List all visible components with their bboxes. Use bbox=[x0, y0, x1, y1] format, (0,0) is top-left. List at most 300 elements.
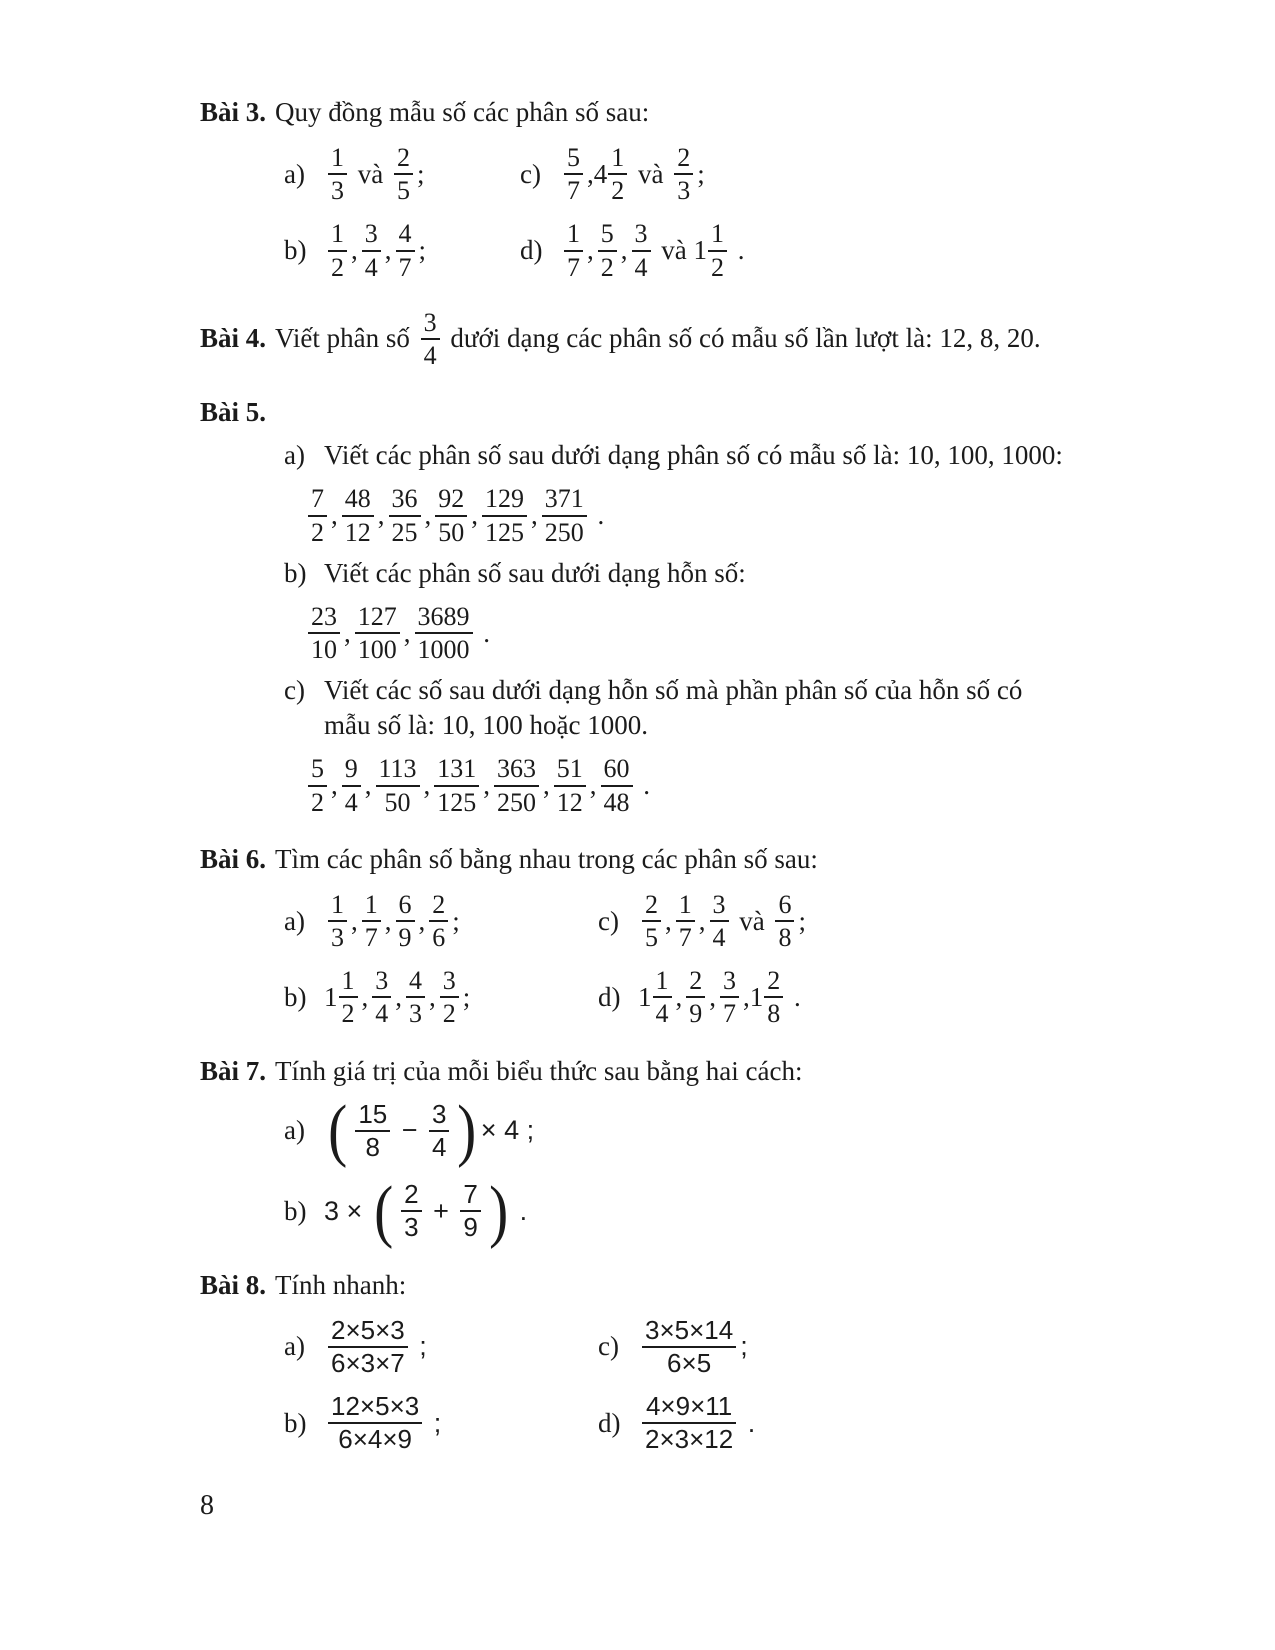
text-line: Viết các phân số sau dưới dạng phân số có mẫu số là: 10, 100, 1000: bbox=[324, 440, 1063, 471]
fraction bbox=[389, 483, 421, 547]
fraction-numerator: 113 bbox=[378, 754, 417, 784]
math-text: . bbox=[636, 770, 651, 801]
math-text: , bbox=[429, 981, 436, 1012]
math-expression bbox=[200, 753, 1170, 817]
text-line: Viết các phân số sau dưới dạng hỗn số: bbox=[324, 557, 746, 588]
fraction bbox=[708, 218, 727, 282]
fraction-numerator: 1 bbox=[331, 219, 344, 249]
math-expression bbox=[200, 601, 1170, 665]
fraction-numerator: 15 bbox=[358, 1098, 388, 1129]
mixed-whole-number: 1 bbox=[324, 981, 338, 1012]
math-text: Viết phân số bbox=[275, 323, 417, 354]
fraction bbox=[362, 218, 381, 282]
fraction bbox=[308, 753, 327, 817]
math-text: . bbox=[740, 1407, 756, 1438]
fraction-denominator: 50 bbox=[435, 515, 467, 548]
exercise-item bbox=[598, 1315, 1170, 1379]
exercise-heading bbox=[200, 842, 1170, 877]
fraction-denominator: 2 bbox=[328, 250, 347, 283]
math-text: và bbox=[351, 158, 390, 189]
item-label: a) bbox=[284, 158, 305, 189]
fraction-denominator: 50 bbox=[376, 785, 420, 818]
item-label: b) bbox=[284, 981, 307, 1012]
fraction-numerator: 3 bbox=[423, 307, 437, 337]
math-text: , bbox=[743, 981, 750, 1012]
mixed-number bbox=[693, 218, 731, 282]
item-label: a) bbox=[284, 440, 305, 471]
exercise-item bbox=[284, 965, 598, 1029]
math-text: , bbox=[377, 500, 385, 531]
math-expression bbox=[324, 142, 425, 206]
exercise-bai-5 bbox=[200, 395, 1170, 818]
exercise-title: Quy đồng mẫu số các phân số sau: bbox=[275, 97, 650, 127]
fraction-numerator: 131 bbox=[437, 754, 477, 784]
fraction bbox=[328, 889, 347, 953]
fraction-numerator: 3689 bbox=[417, 601, 470, 631]
fraction-denominator: 5 bbox=[642, 920, 661, 953]
math-text: 3 × bbox=[324, 1195, 370, 1226]
fraction bbox=[676, 889, 695, 953]
fraction-numerator: 129 bbox=[485, 484, 524, 514]
exercise-part bbox=[200, 673, 1170, 818]
math-text: , bbox=[698, 905, 706, 936]
fraction-numerator: 4×9×11 bbox=[645, 1390, 733, 1421]
fraction-numerator: 1 bbox=[710, 219, 724, 249]
math-expression bbox=[638, 1315, 748, 1379]
fraction-denominator: 3 bbox=[406, 996, 425, 1029]
math-text: , bbox=[364, 770, 372, 801]
math-expression bbox=[638, 965, 801, 1029]
fraction-numerator: 1 bbox=[611, 143, 625, 173]
fraction-denominator: 4 bbox=[710, 920, 729, 953]
fraction bbox=[421, 307, 440, 371]
math-text: ; bbox=[462, 981, 471, 1012]
exercise-heading bbox=[200, 95, 1170, 130]
parenthesis-open: ( bbox=[328, 1092, 348, 1170]
math-text: ; bbox=[798, 905, 806, 936]
fraction-numerator: 127 bbox=[357, 601, 397, 631]
fraction-denominator: 7 bbox=[396, 250, 415, 283]
fraction bbox=[362, 889, 381, 953]
fraction-denominator: 4 bbox=[632, 250, 651, 283]
math-text: ; bbox=[418, 235, 427, 266]
fraction-denominator: 4 bbox=[429, 1130, 449, 1163]
fraction bbox=[328, 218, 347, 282]
exercise-bai-6 bbox=[200, 842, 1170, 1030]
exercise-label: Bài 5. bbox=[200, 397, 267, 428]
fraction-numerator: 36 bbox=[391, 484, 418, 514]
fraction-numerator: 2 bbox=[677, 143, 691, 173]
fraction bbox=[460, 1179, 480, 1243]
fraction bbox=[339, 965, 358, 1029]
mixed-number bbox=[324, 965, 362, 1029]
fraction-numerator: 3 bbox=[712, 889, 726, 919]
exercise-label: Bài 6. bbox=[200, 843, 267, 874]
math-text: , bbox=[384, 905, 392, 936]
part-text bbox=[324, 438, 1063, 473]
fraction-numerator: 371 bbox=[544, 484, 584, 514]
part-heading bbox=[200, 556, 1170, 591]
exercise-item bbox=[284, 218, 520, 282]
exercise-heading bbox=[200, 395, 1170, 430]
fraction-denominator: 7 bbox=[564, 173, 583, 206]
exercise-label: Bài 3. bbox=[200, 97, 267, 127]
mixed-number bbox=[638, 965, 676, 1029]
fraction-denominator: 5 bbox=[394, 173, 413, 206]
exercise-bai-3 bbox=[200, 95, 1170, 283]
fraction bbox=[764, 965, 783, 1029]
fraction-numerator: 5 bbox=[311, 754, 324, 784]
fraction bbox=[775, 889, 794, 953]
math-text: ; bbox=[740, 1331, 748, 1362]
item-label: b) bbox=[284, 557, 307, 588]
part-text bbox=[324, 673, 1022, 743]
fraction bbox=[494, 753, 539, 817]
fraction-denominator: 3 bbox=[328, 173, 347, 206]
fraction bbox=[608, 142, 627, 206]
item-label: a) bbox=[284, 1115, 305, 1146]
fraction-denominator: 6×5 bbox=[642, 1346, 736, 1379]
fraction-denominator: 6×4×9 bbox=[328, 1422, 422, 1455]
math-text: và bbox=[732, 905, 772, 936]
item-label: c) bbox=[520, 158, 541, 189]
fraction-numerator: 1 bbox=[331, 889, 344, 919]
fraction-numerator: 3 bbox=[723, 966, 736, 996]
exercise-part bbox=[200, 438, 1170, 547]
exercise-item bbox=[200, 1092, 1170, 1170]
math-expression bbox=[638, 889, 806, 953]
math-text: . bbox=[787, 981, 801, 1012]
math-text: , bbox=[331, 500, 338, 531]
fraction-numerator: 3 bbox=[432, 1098, 447, 1129]
item-label: c) bbox=[284, 675, 305, 706]
fraction bbox=[328, 1391, 422, 1455]
parenthesis-open: ( bbox=[373, 1172, 394, 1250]
mixed-whole-number: 1 bbox=[693, 235, 707, 266]
fraction-denominator: 3 bbox=[401, 1210, 421, 1243]
fraction-denominator: 2 bbox=[440, 996, 459, 1029]
fraction-numerator: 3 bbox=[442, 966, 456, 996]
math-text: , bbox=[587, 158, 594, 189]
fraction bbox=[434, 753, 479, 817]
fraction bbox=[429, 1099, 449, 1163]
fraction-numerator: 1 bbox=[331, 143, 344, 173]
mixed-number bbox=[750, 965, 788, 1029]
math-text: ; bbox=[697, 158, 705, 189]
fraction-denominator: 250 bbox=[494, 785, 539, 818]
exercise-label: Bài 8. bbox=[200, 1269, 267, 1300]
fraction-denominator: 3 bbox=[674, 173, 693, 206]
math-text: , bbox=[384, 235, 392, 266]
math-expression bbox=[324, 965, 470, 1029]
fraction bbox=[601, 753, 633, 817]
math-text: , bbox=[531, 500, 538, 531]
fraction-numerator: 3 bbox=[375, 966, 389, 996]
math-text: , bbox=[351, 235, 358, 266]
math-text: , bbox=[587, 235, 594, 266]
fraction-denominator: 6×3×7 bbox=[328, 1346, 408, 1379]
fraction bbox=[564, 142, 583, 206]
math-text: × 4 ; bbox=[480, 1115, 535, 1146]
math-text: , bbox=[344, 617, 351, 648]
math-text: , bbox=[483, 770, 491, 801]
fraction-numerator: 1 bbox=[655, 966, 669, 996]
exercise-label: Bài 4. bbox=[200, 323, 267, 354]
fraction bbox=[342, 753, 361, 817]
math-text: ; bbox=[416, 158, 425, 189]
fraction-denominator: 9 bbox=[460, 1210, 480, 1243]
exercise-items bbox=[200, 1315, 1170, 1456]
math-expression bbox=[324, 1315, 427, 1379]
item-label: d) bbox=[520, 235, 543, 266]
part-text bbox=[324, 556, 746, 591]
fraction-numerator: 5 bbox=[600, 219, 614, 249]
item-label: b) bbox=[284, 1407, 307, 1438]
exercise-item bbox=[520, 218, 1170, 282]
math-text: , bbox=[351, 905, 358, 936]
fraction-numerator: 2 bbox=[689, 966, 703, 996]
fraction-numerator: 2 bbox=[645, 889, 658, 919]
fraction-denominator: 2 bbox=[598, 250, 617, 283]
fraction bbox=[710, 889, 729, 953]
math-expression bbox=[324, 218, 426, 282]
fraction-denominator: 4 bbox=[421, 338, 440, 371]
fraction-numerator: 7 bbox=[311, 484, 324, 514]
text-line: mẫu số là: 10, 100 hoặc 1000. bbox=[324, 710, 648, 741]
exercise-item bbox=[520, 142, 1170, 206]
mixed-whole-number: 1 bbox=[638, 981, 652, 1012]
fraction-denominator: 48 bbox=[601, 785, 633, 818]
math-text: . bbox=[476, 617, 490, 648]
fraction bbox=[394, 142, 413, 206]
math-expression bbox=[324, 1172, 528, 1250]
fraction-numerator: 3 bbox=[364, 219, 378, 249]
math-text: , bbox=[331, 770, 338, 801]
exercise-item bbox=[284, 1391, 598, 1455]
fraction bbox=[542, 483, 587, 547]
fraction-denominator: 125 bbox=[482, 515, 527, 548]
fraction bbox=[632, 218, 651, 282]
fraction bbox=[598, 218, 617, 282]
fraction-denominator: 25 bbox=[389, 515, 421, 548]
math-text: , bbox=[709, 981, 716, 1012]
exercise-heading bbox=[200, 307, 1170, 371]
fraction-numerator: 7 bbox=[463, 1179, 478, 1210]
math-text: ; bbox=[426, 1407, 442, 1438]
exercise-item bbox=[598, 1391, 1170, 1455]
fraction bbox=[396, 889, 415, 953]
fraction bbox=[355, 601, 400, 665]
math-text: , bbox=[418, 905, 426, 936]
math-text: , bbox=[620, 235, 628, 266]
exercise-item bbox=[598, 889, 1170, 953]
fraction-denominator: 4 bbox=[362, 250, 381, 283]
item-label: d) bbox=[598, 981, 621, 1012]
fraction-numerator: 1 bbox=[364, 889, 378, 919]
part-heading bbox=[200, 673, 1170, 743]
fraction-numerator: 1 bbox=[341, 966, 355, 996]
fraction-numerator: 9 bbox=[344, 754, 358, 784]
fraction-numerator: 23 bbox=[311, 601, 337, 631]
fraction bbox=[642, 889, 661, 953]
mixed-number bbox=[594, 142, 632, 206]
math-expression bbox=[560, 218, 744, 282]
parenthesis-close: ) bbox=[488, 1172, 509, 1250]
fraction bbox=[415, 601, 473, 665]
fraction-denominator: 2 bbox=[608, 173, 627, 206]
fraction-denominator: 4 bbox=[372, 996, 391, 1029]
fraction-numerator: 4 bbox=[409, 966, 422, 996]
fraction-denominator: 2 bbox=[708, 250, 727, 283]
math-text: , bbox=[471, 500, 478, 531]
math-text: . bbox=[590, 500, 605, 531]
fraction-numerator: 2 bbox=[396, 143, 410, 173]
fraction bbox=[401, 1179, 421, 1243]
fraction-denominator: 4 bbox=[653, 996, 672, 1029]
exercise-heading bbox=[200, 1268, 1170, 1303]
exercise-title: Tính giá trị của mỗi biểu thức sau bằng hai cách: bbox=[275, 1055, 803, 1086]
item-label: d) bbox=[598, 1407, 621, 1438]
fraction bbox=[328, 142, 347, 206]
fraction-denominator: 8 bbox=[355, 1130, 390, 1163]
math-text: . bbox=[512, 1195, 528, 1226]
fraction-numerator: 6 bbox=[398, 889, 412, 919]
math-text: , bbox=[423, 770, 431, 801]
fraction bbox=[642, 1391, 736, 1455]
fraction-denominator: 7 bbox=[564, 250, 583, 283]
fraction-numerator: 3×5×14 bbox=[645, 1314, 734, 1345]
item-label: a) bbox=[284, 905, 305, 936]
math-text: , bbox=[361, 981, 369, 1012]
exercise-item bbox=[284, 1315, 598, 1379]
item-label: a) bbox=[284, 1331, 305, 1362]
fraction bbox=[674, 142, 693, 206]
exercise-bai-4 bbox=[200, 307, 1170, 371]
fraction-denominator: 9 bbox=[686, 996, 705, 1029]
math-text: . bbox=[730, 235, 745, 266]
math-expression bbox=[638, 1391, 755, 1455]
math-text: và bbox=[654, 235, 694, 266]
exercise-part bbox=[200, 556, 1170, 665]
fraction bbox=[554, 753, 586, 817]
fraction-denominator: 10 bbox=[308, 632, 340, 665]
exercise-items bbox=[200, 142, 1170, 283]
text-line: Viết các số sau dưới dạng hỗn số mà phần phân số của hỗn số có bbox=[324, 675, 1023, 706]
fraction bbox=[429, 889, 448, 953]
mixed-whole-number: 1 bbox=[749, 981, 764, 1012]
math-text: , bbox=[665, 905, 672, 936]
page-number: 8 bbox=[200, 1490, 214, 1521]
item-label: b) bbox=[284, 1195, 307, 1226]
math-expression bbox=[324, 1391, 441, 1455]
exercise-item bbox=[284, 889, 598, 953]
fraction bbox=[482, 483, 527, 547]
fraction-denominator: 7 bbox=[720, 996, 739, 1029]
fraction-numerator: 1 bbox=[678, 889, 692, 919]
fraction-denominator: 1000 bbox=[415, 632, 473, 665]
fraction bbox=[328, 1315, 408, 1379]
fraction bbox=[372, 965, 391, 1029]
fraction-denominator: 125 bbox=[434, 785, 479, 818]
fraction-denominator: 7 bbox=[676, 920, 695, 953]
math-expression bbox=[324, 889, 460, 953]
item-label: c) bbox=[598, 1331, 619, 1362]
math-text: , bbox=[424, 500, 432, 531]
fraction bbox=[440, 965, 459, 1029]
exercise-item bbox=[598, 965, 1170, 1029]
fraction bbox=[376, 753, 420, 817]
math-text: và bbox=[631, 158, 671, 189]
math-text: , bbox=[543, 770, 550, 801]
fraction-denominator: 100 bbox=[355, 632, 400, 665]
math-text: , bbox=[403, 617, 411, 648]
fraction-numerator: 2 bbox=[767, 966, 781, 996]
fraction bbox=[406, 965, 425, 1029]
exercise-item bbox=[284, 142, 520, 206]
math-text: ; bbox=[411, 1331, 427, 1362]
mixed-whole-number: 4 bbox=[593, 158, 608, 189]
exercise-bai-8 bbox=[200, 1268, 1170, 1456]
fraction bbox=[308, 601, 340, 665]
parenthesis-close: ) bbox=[457, 1092, 477, 1170]
fraction-numerator: 6 bbox=[778, 889, 792, 919]
fraction-denominator: 2 bbox=[308, 515, 327, 548]
exercise-label: Bài 7. bbox=[200, 1055, 267, 1086]
fraction bbox=[720, 965, 739, 1029]
fraction-denominator: 12 bbox=[342, 515, 374, 548]
fraction-numerator: 1 bbox=[567, 219, 580, 249]
fraction-denominator: 2 bbox=[308, 785, 327, 818]
fraction-denominator: 2×3×12 bbox=[642, 1422, 736, 1455]
fraction-numerator: 4 bbox=[398, 219, 412, 249]
fraction-numerator: 363 bbox=[497, 754, 537, 784]
fraction-denominator: 6 bbox=[429, 920, 448, 953]
exercise-title: Tìm các phân số bằng nhau trong các phân số sau: bbox=[275, 843, 818, 874]
fraction-numerator: 48 bbox=[344, 484, 371, 514]
fraction-denominator: 250 bbox=[542, 515, 587, 548]
fraction-denominator: 8 bbox=[775, 920, 794, 953]
fraction-denominator: 12 bbox=[554, 785, 586, 818]
math-text: , bbox=[589, 770, 597, 801]
exercise-list bbox=[200, 95, 1170, 1455]
fraction-denominator: 3 bbox=[328, 920, 347, 953]
fraction bbox=[642, 1315, 736, 1379]
math-expression bbox=[324, 1092, 535, 1170]
fraction bbox=[396, 218, 415, 282]
exercise-item bbox=[200, 1172, 1170, 1250]
fraction-numerator: 2 bbox=[404, 1179, 419, 1210]
math-text: − bbox=[394, 1115, 426, 1146]
fraction bbox=[564, 218, 583, 282]
fraction bbox=[308, 483, 327, 547]
fraction-numerator: 12×5×3 bbox=[331, 1390, 420, 1421]
fraction-denominator: 9 bbox=[396, 920, 415, 953]
part-heading bbox=[200, 438, 1170, 473]
fraction-numerator: 60 bbox=[603, 754, 630, 784]
fraction bbox=[686, 965, 705, 1029]
math-text: , bbox=[675, 981, 683, 1012]
math-expression bbox=[560, 142, 705, 206]
fraction-denominator: 2 bbox=[339, 996, 358, 1029]
math-text: dưới dạng các phân số có mẫu số lần lượt là: 12, 8, 20. bbox=[443, 323, 1041, 354]
fraction-denominator: 7 bbox=[362, 920, 381, 953]
fraction-numerator: 5 bbox=[567, 143, 580, 173]
item-label: c) bbox=[598, 905, 619, 936]
fraction-numerator: 3 bbox=[634, 219, 648, 249]
exercise-title: Tính nhanh: bbox=[275, 1269, 407, 1300]
fraction-numerator: 51 bbox=[556, 754, 583, 784]
fraction bbox=[355, 1099, 390, 1163]
